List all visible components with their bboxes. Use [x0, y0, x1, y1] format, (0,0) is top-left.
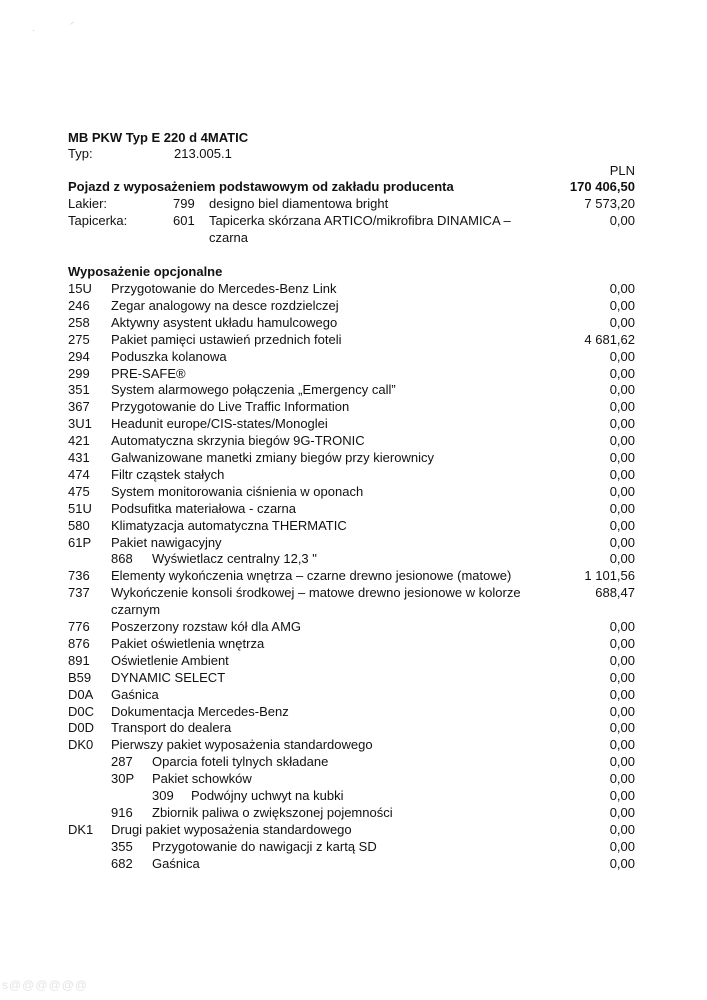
- option-desc: Zbiornik paliwa o zwiększonej pojemności: [152, 804, 393, 820]
- lakier-label: Lakier:: [68, 196, 108, 211]
- option-subsubcode: 309: [152, 788, 174, 803]
- option-desc: DYNAMIC SELECT: [111, 669, 226, 685]
- option-desc: System monitorowania ciśnienia w oponach: [111, 483, 364, 499]
- option-price: 0,00: [609, 652, 635, 668]
- typ-label: Typ:: [68, 146, 93, 161]
- option-desc: Podsufitka materiałowa - czarna: [111, 500, 296, 516]
- option-price: 0,00: [609, 754, 635, 770]
- option-price: 0,00: [609, 771, 635, 787]
- option-price: 0,00: [609, 720, 635, 736]
- option-code: 294: [68, 348, 90, 364]
- option-code: 51U: [68, 500, 92, 516]
- option-subcode: 868: [111, 551, 133, 567]
- option-desc: Pierwszy pakiet wyposażenia standardowego: [111, 737, 373, 753]
- currency-label: PLN: [609, 163, 635, 178]
- lakier-code: 799: [173, 196, 195, 211]
- option-desc: Headunit europe/CIS-states/Monoglei: [111, 416, 328, 432]
- option-price: 0,00: [609, 686, 635, 702]
- option-price: 0,00: [609, 619, 635, 634]
- option-desc: Filtr cząstek stałych: [111, 466, 225, 482]
- option-price: 0,00: [609, 788, 635, 803]
- option-price: 0,00: [609, 314, 635, 330]
- option-desc: Przygotowanie do Mercedes-Benz Link: [111, 281, 337, 296]
- option-desc: Przygotowanie do Live Traffic Information: [111, 399, 350, 415]
- option-subcode: 916: [111, 804, 133, 820]
- option-price: 0,00: [609, 281, 635, 296]
- watermark: s@@@@@@: [2, 978, 89, 992]
- option-code: D0C: [68, 703, 95, 719]
- option-desc: Poduszka kolanowa: [111, 348, 227, 364]
- option-subcode: 30P: [111, 771, 135, 787]
- option-desc: Zegar analogowy na desce rozdzielczej: [111, 297, 339, 313]
- option-code: 580: [68, 517, 90, 533]
- option-code: 475: [68, 483, 90, 499]
- option-price: 0,00: [609, 669, 635, 685]
- tapicerka-code: 601: [173, 213, 195, 228]
- option-desc: Poszerzony rozstaw kół dla AMG: [111, 619, 302, 634]
- option-desc: Pakiet oświetlenia wnętrza: [111, 635, 265, 651]
- option-code: D0D: [68, 720, 95, 736]
- option-code: 299: [68, 365, 90, 381]
- option-price: 0,00: [609, 466, 635, 482]
- option-code: DK0: [68, 737, 94, 753]
- option-price: 4 681,62: [584, 331, 635, 347]
- option-price: 1 101,56: [584, 568, 635, 584]
- option-subcode: 355: [111, 838, 133, 854]
- option-price: 0,00: [609, 297, 635, 313]
- option-desc: Oparcia foteli tylnych składane: [152, 754, 329, 770]
- option-code: 246: [68, 297, 90, 313]
- option-desc: Transport do dealera: [111, 720, 232, 736]
- tapicerka-price: 0,00: [609, 213, 635, 228]
- option-price: 0,00: [609, 838, 635, 854]
- option-desc: System alarmowego połączenia „Emergency call”: [111, 382, 396, 398]
- option-desc: Galwanizowane manetki zmiany biegów przy kierownicy: [111, 450, 434, 465]
- tapicerka-desc: Tapicerka skórzana ARTICO/mikrofibra DINAMICA –: [209, 213, 511, 228]
- option-desc: Dokumentacja Mercedes-Benz: [111, 703, 289, 719]
- option-price: 0,00: [609, 737, 635, 753]
- option-code: 15U: [68, 281, 92, 296]
- option-subcode: 682: [111, 855, 133, 871]
- option-desc: Pakiet schowków: [152, 771, 252, 787]
- base-vehicle-price: 170 406,50: [569, 179, 635, 194]
- option-price: 0,00: [609, 399, 635, 415]
- option-desc: Podwójny uchwyt na kubki: [191, 788, 344, 803]
- option-desc: Pakiet pamięci ustawień przednich foteli: [111, 331, 342, 347]
- tapicerka-desc-cont: czarna: [209, 230, 249, 245]
- option-code: 367: [68, 399, 90, 415]
- option-code: 737: [68, 585, 90, 601]
- option-desc: Klimatyzacja automatyczna THERMATIC: [111, 517, 347, 533]
- option-code: 258: [68, 314, 90, 330]
- option-price: 0,00: [609, 534, 635, 550]
- option-price: 0,00: [609, 635, 635, 651]
- optional-heading: Wyposażenie opcjonalne: [68, 264, 223, 279]
- option-code: 474: [68, 466, 90, 482]
- option-desc: Gaśnica: [111, 686, 159, 702]
- option-code: 351: [68, 382, 90, 398]
- option-price: 688,47: [595, 585, 635, 601]
- option-price: 0,00: [609, 382, 635, 398]
- option-price: 0,00: [609, 703, 635, 719]
- option-desc: Elementy wykończenia wnętrza – czarne drewno jesionowe (matowe): [111, 568, 512, 584]
- option-desc: Przygotowanie do nawigacji z kartą SD: [152, 838, 377, 854]
- option-code: 891: [68, 652, 90, 668]
- scan-mark: ·: [32, 26, 35, 35]
- lakier-desc: designo biel diamentowa bright: [209, 196, 389, 211]
- option-desc: Wykończenie konsoli środkowej – matowe drewno jesionowe w kolorze: [111, 585, 521, 601]
- option-code: 736: [68, 568, 90, 584]
- option-desc: Aktywny asystent układu hamulcowego: [111, 314, 338, 330]
- option-subcode: 287: [111, 754, 133, 770]
- option-price: 0,00: [609, 500, 635, 516]
- option-desc: Wyświetlacz centralny 12,3 ": [152, 551, 317, 567]
- option-code: 876: [68, 635, 90, 651]
- lakier-price: 7 573,20: [584, 196, 635, 211]
- option-code: 776: [68, 619, 90, 634]
- option-price: 0,00: [609, 433, 635, 449]
- option-code: 275: [68, 331, 90, 347]
- option-code: 431: [68, 450, 90, 465]
- typ-value: 213.005.1: [174, 146, 232, 161]
- option-desc: Pakiet nawigacyjny: [111, 534, 222, 550]
- option-desc: Gaśnica: [152, 855, 200, 871]
- option-desc-cont: czarnym: [111, 602, 161, 618]
- option-price: 0,00: [609, 365, 635, 381]
- option-code: 3U1: [68, 416, 92, 432]
- option-code: 421: [68, 433, 90, 449]
- option-price: 0,00: [609, 517, 635, 533]
- option-code: 61P: [68, 534, 92, 550]
- base-vehicle-label: Pojazd z wyposażeniem podstawowym od zakładu producenta: [68, 179, 454, 194]
- option-desc: Oświetlenie Ambient: [111, 652, 229, 668]
- option-code: B59: [68, 669, 92, 685]
- option-desc: PRE-SAFE®: [111, 365, 186, 381]
- option-price: 0,00: [609, 416, 635, 432]
- option-price: 0,00: [609, 551, 635, 567]
- option-price: 0,00: [609, 855, 635, 871]
- option-price: 0,00: [609, 804, 635, 820]
- option-price: 0,00: [609, 483, 635, 499]
- document-title: MB PKW Typ E 220 d 4MATIC: [68, 130, 249, 145]
- tapicerka-label: Tapicerka:: [68, 213, 128, 228]
- option-price: 0,00: [609, 450, 635, 465]
- option-desc: Automatyczna skrzynia biegów 9G-TRONIC: [111, 433, 365, 449]
- option-code: DK1: [68, 821, 94, 837]
- option-price: 0,00: [609, 348, 635, 364]
- option-price: 0,00: [609, 821, 635, 837]
- option-desc: Drugi pakiet wyposażenia standardowego: [111, 821, 352, 837]
- scan-mark: ⸝: [70, 17, 74, 26]
- option-code: D0A: [68, 686, 94, 702]
